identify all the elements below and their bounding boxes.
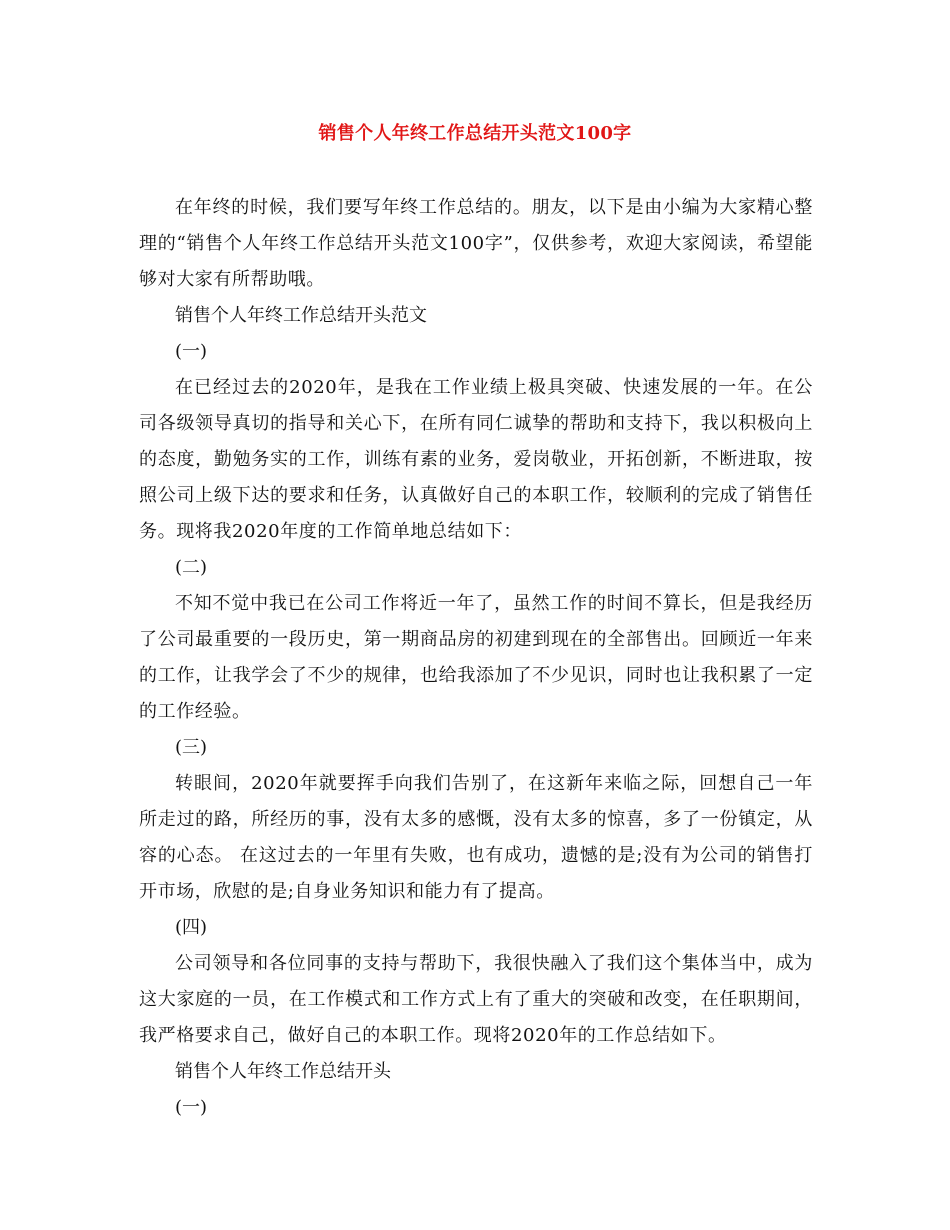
subsection-marker: (一) [175,341,208,362]
section-heading: 销售个人年终工作总结开头 [175,1061,391,1082]
body-paragraph: 公司领导和各位同事的支持与帮助下，我很快融入了我们这个集体当中，成为这大家庭的一员，在工作模式和工作方式上有了重大的突破和改变，在任职期间，我严格要求自己，做好自己的本职工作。现将2020年的工作总结如下。 [139,953,813,1046]
subsection-marker: (一) [175,1097,208,1118]
subsection-marker: (三) [175,737,208,758]
subsection-marker: (四) [175,917,208,938]
document-title: 销售个人年终工作总结开头范文100字 [318,123,632,144]
document-body [139,190,813,1126]
intro-paragraph: 在年终的时候，我们要写年终工作总结的。朋友，以下是由小编为大家精心整理的“销售个人年终工作总结开头范文100字”，仅供参考，欢迎大家阅读，希望能够对大家有所帮助哦。 [139,197,813,290]
body-paragraph: 在已经过去的2020年，是我在工作业绩上极具突破、快速发展的一年。在公司各级领导真切的指导和关心下，在所有同仁诚挚的帮助和支持下，我以积极向上的态度，勤勉务实的工作，训练有素的业务，爱岗敬业，开拓创新，不断进取，按照公司上级下达的要求和任务，认真做好自己的本职工作，较顺利的完成了销售任务。现将我2020年度的工作简单地总结如下： [139,377,813,542]
body-paragraph: 不知不觉中我已在公司工作将近一年了，虽然工作的时间不算长，但是我经历了公司最重要的一段历史，第一期商品房的初建到现在的全部售出。回顾近一年来的工作，让我学会了不少的规律，也给我添加了不少见识，同时也让我积累了一定的工作经验。 [139,593,813,722]
body-paragraph: 转眼间，2020年就要挥手向我们告别了，在这新年来临之际，回想自己一年所走过的路，所经历的事，没有太多的感慨，没有太多的惊喜，多了一份镇定，从容的心态。 在这过去的一年里有失败，也有成功，遗憾的是;没有为公司的销售打开市场，欣慰的是;自身业务知识和能力有了提高。 [139,773,813,902]
subsection-marker: (二) [175,557,208,578]
section-heading: 销售个人年终工作总结开头范文 [175,305,427,326]
